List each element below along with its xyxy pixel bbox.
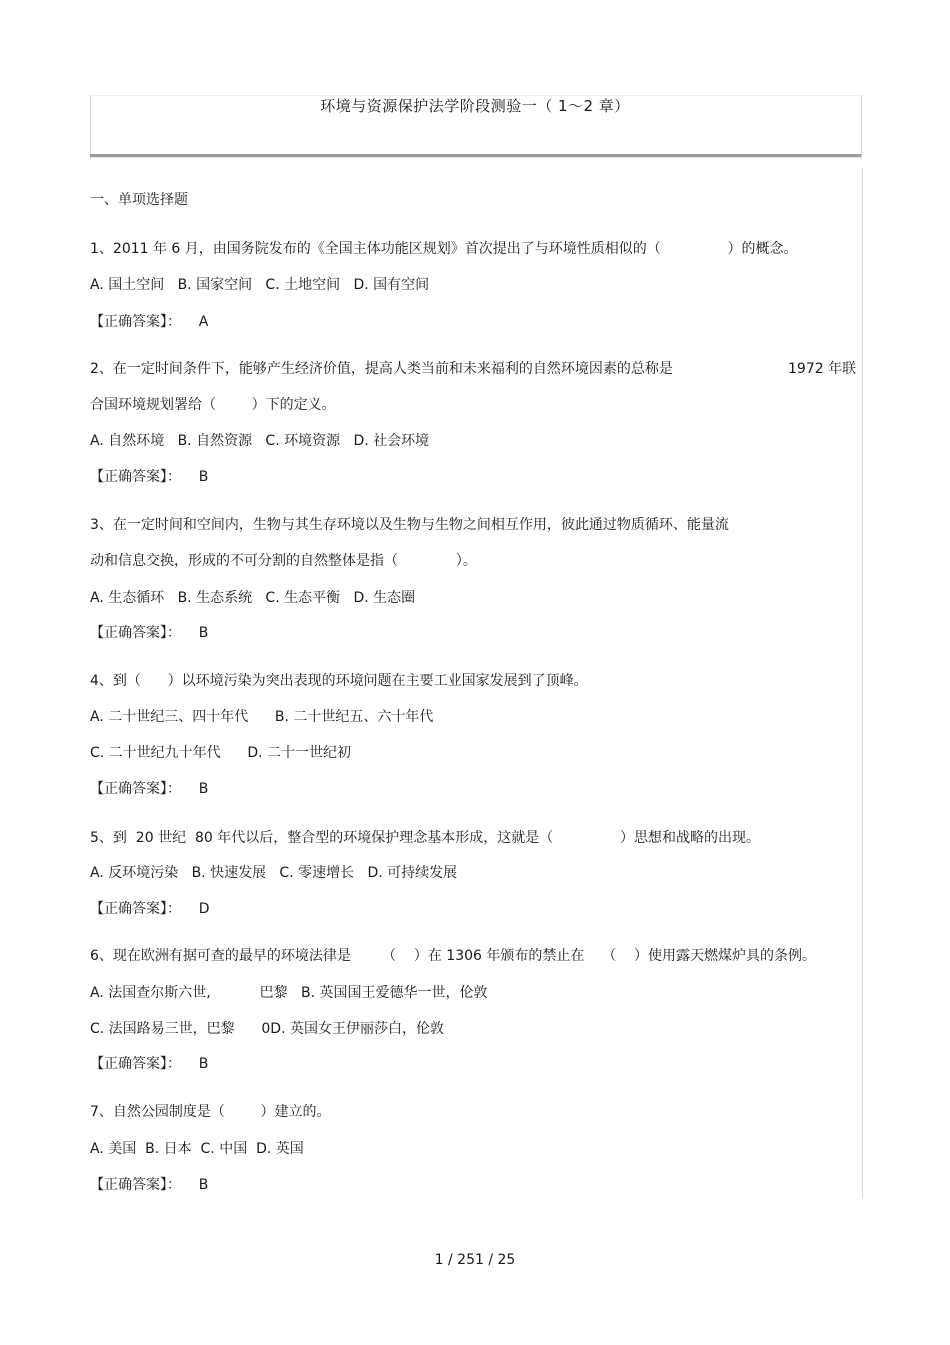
question-4-options-line2: C. 二十世纪九十年代 D. 二十一世纪初	[90, 745, 352, 761]
question-2-answer: 【正确答案】： B	[90, 469, 209, 485]
question-4-options-line1: A. 二十世纪三、四十年代 B. 二十世纪五、六十年代	[90, 709, 434, 725]
question-6-options-line2: C. 法国路易三世，巴黎 0D. 英国女王伊丽莎白，伦敦	[90, 1021, 444, 1037]
question-3-answer: 【正确答案】： B	[90, 625, 209, 641]
question-4-text: 4、到（ ）以环境污染为突出表现的环境问题在主要工业国家发展到了顶峰。	[90, 673, 588, 689]
question-2-options: A. 自然环境 B. 自然资源 C. 环境资源 D. 社会环境	[90, 433, 430, 449]
question-5-options: A. 反环境污染 B. 快速发展 C. 零速增长 D. 可持续发展	[90, 865, 458, 881]
question-2-text-line1: 2、在一定时间条件下，能够产生经济价值，提高人类当前和未来福利的自然环境因素的总称是	[90, 361, 673, 377]
question-4-answer: 【正确答案】： B	[90, 781, 209, 797]
question-6-options-line1: A. 法国查尔斯六世, 巴黎 B. 英国国王爱德华一世，伦敦	[90, 985, 488, 1001]
question-3-options: A. 生态循环 B. 生态系统 C. 生态平衡 D. 生态圈	[90, 590, 416, 606]
question-1-answer: 【正确答案】： A	[90, 314, 209, 330]
question-5-text: 5、到 20 世纪 80 年代以后，整合型的环境保护理念基本形成，这就是（ ）思想和战略的出现。	[90, 830, 760, 846]
question-3-text-line2: 动和信息交换，形成的不可分割的自然整体是指（ ）。	[90, 553, 477, 569]
document-title: 环境与资源保护法学阶段测验一（ 1～2 章）	[320, 97, 630, 115]
section-heading: 一、单项选择题	[90, 192, 188, 208]
question-7-options: A. 美国 B. 日本 C. 中国 D. 英国	[90, 1141, 304, 1157]
question-3-text-line1: 3、在一定时间和空间内，生物与其生存环境以及生物与生物之间相互作用，彼此通过物质循环、能量流	[90, 517, 729, 533]
page-number: 1 / 251 / 25	[434, 1252, 516, 1268]
question-5-answer: 【正确答案】： D	[90, 901, 210, 917]
question-7-answer: 【正确答案】： B	[90, 1177, 209, 1193]
question-7-text: 7、自然公园制度是（ ）建立的。	[90, 1104, 331, 1120]
question-1-options: A. 国土空间 B. 国家空间 C. 土地空间 D. 国有空间	[90, 277, 430, 293]
title-divider	[90, 154, 861, 158]
question-2-text-tail: 1972 年联	[788, 361, 857, 377]
question-6-text: 6、现在欧洲有据可查的最早的环境法律是 （ ）在 1306 年颁布的禁止在 （ ）使用露天燃煤炉具的条例。	[90, 948, 816, 964]
right-margin-rule	[862, 168, 863, 1198]
question-2-text-line2: 合国环境规划署给（ ）下的定义。	[90, 397, 336, 413]
question-6-answer: 【正确答案】： B	[90, 1056, 209, 1072]
question-1-text: 1、2011 年 6 月，由国务院发布的《全国主体功能区规划》首次提出了与环境性质相似的（ ）的概念。	[90, 241, 798, 257]
